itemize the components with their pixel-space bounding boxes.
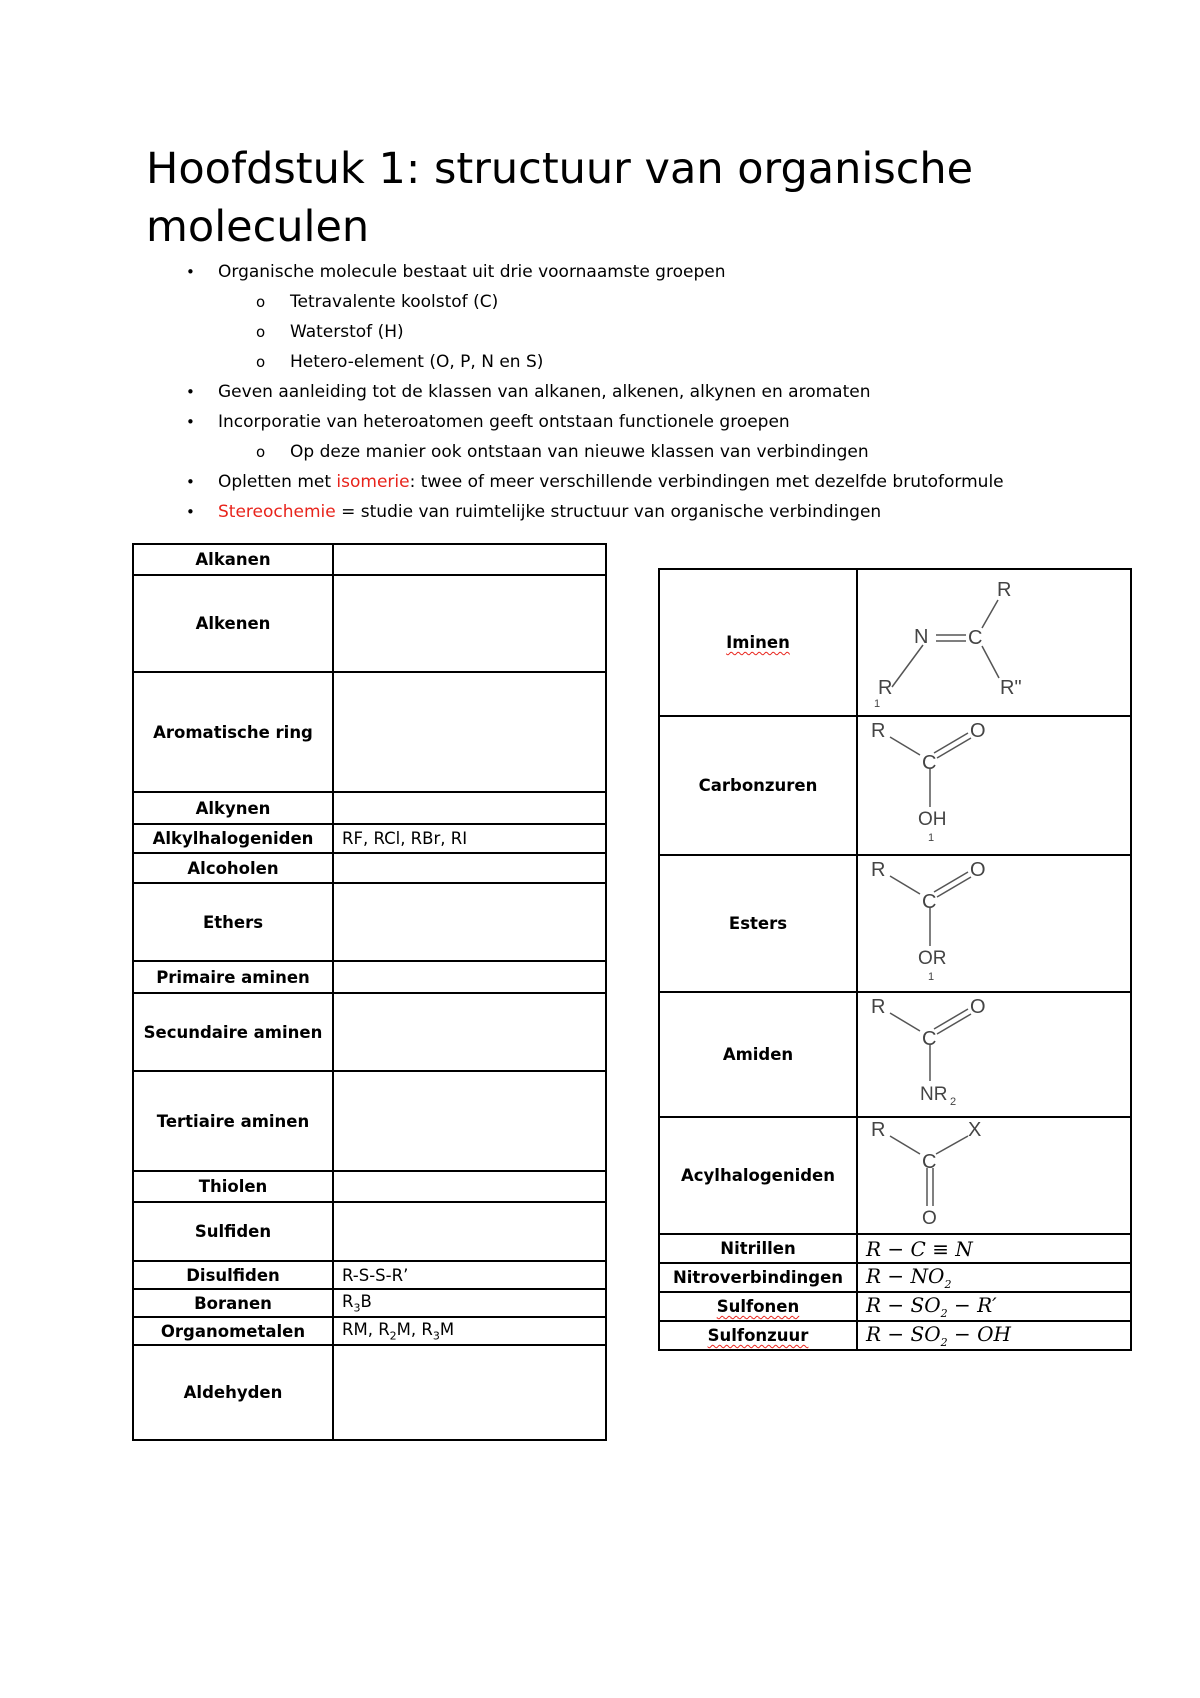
atom-label: C (922, 1151, 937, 1173)
table-row (133, 1171, 606, 1202)
row-name: Sulfonen (659, 1292, 857, 1321)
iminen-structure-diagram (858, 570, 1130, 710)
row-name: Sulfonzuur (659, 1321, 857, 1350)
functional-groups-table-right (658, 568, 1132, 1351)
bullet-item: • Geven aanleiding tot de klassen van alkanen, alkenen, alkynen en aromaten (186, 382, 871, 402)
row-value: RF, RCl, RBr, RI (333, 824, 606, 853)
row-value (333, 1171, 606, 1202)
row-name: Organometalen (133, 1317, 333, 1345)
row-name: Iminen (659, 569, 857, 716)
row-value (333, 1071, 606, 1171)
table-row (659, 1263, 1131, 1292)
row-value (333, 961, 606, 993)
table-row (133, 1289, 606, 1317)
functional-groups-table-left (132, 543, 607, 1441)
atom-label: R (871, 720, 886, 742)
table-row (659, 1234, 1131, 1263)
row-value (333, 792, 606, 824)
table-row (133, 961, 606, 993)
row-name: Alkenen (133, 575, 333, 672)
sub-bullet-item: o Hetero-element (O, P, N en S) (256, 352, 544, 372)
row-value: RM, $R_2M$, $R_3M$ (333, 1317, 606, 1345)
row-formula: $R - NO_2$ (857, 1263, 1131, 1292)
table-row (133, 1202, 606, 1261)
atom-label: C (922, 752, 937, 774)
row-name: Esters (659, 855, 857, 992)
table-row (133, 883, 606, 961)
table-row (659, 1292, 1131, 1321)
table-row (133, 672, 606, 792)
table-row (133, 544, 606, 575)
structure-esters (857, 855, 1131, 992)
atom-label: OH (918, 809, 947, 830)
row-name: Alkanen (133, 544, 333, 575)
structure-amiden (857, 992, 1131, 1117)
table-row (659, 569, 1131, 716)
amiden-structure-diagram (858, 993, 1130, 1111)
table-row (133, 575, 606, 672)
atom-label: R (871, 1119, 886, 1141)
row-value (333, 1345, 606, 1440)
acylhalogeniden-structure-diagram (858, 1118, 1130, 1228)
row-name: Alkylhalogeniden (133, 824, 333, 853)
atom-label: C (922, 1028, 937, 1050)
row-value (333, 672, 606, 792)
table-row (133, 1345, 606, 1440)
table-row (133, 1071, 606, 1171)
bullet-item-isomerie: • Opletten met isomerie: twee of meer verschillende verbindingen met dezelfde brutoformule (186, 472, 1004, 492)
atom-label: 1 (928, 971, 935, 983)
table-row (659, 855, 1131, 992)
structure-iminen (857, 569, 1131, 716)
row-name: Amiden (659, 992, 857, 1117)
row-name: Acylhalogeniden (659, 1117, 857, 1234)
sub-bullet-item: o Op deze manier ook ontstaan van nieuwe klassen van verbindingen (256, 442, 869, 462)
row-formula: $R - SO_2 - R'$ (857, 1292, 1131, 1321)
row-value (333, 544, 606, 575)
table-row (133, 792, 606, 824)
esters-structure-diagram (858, 856, 1130, 986)
table-row (659, 1321, 1131, 1350)
atom-label: R (878, 677, 893, 699)
stereochemie-term: Stereochemie (218, 502, 336, 522)
row-name: Carbonzuren (659, 716, 857, 855)
structure-carbonzuren (857, 716, 1131, 855)
atom-label: R (871, 996, 886, 1018)
table-row (133, 1261, 606, 1289)
atom-label: O (922, 1208, 937, 1228)
table-row (133, 1317, 606, 1345)
row-name: Primaire aminen (133, 961, 333, 993)
table-row (133, 853, 606, 883)
row-value (333, 575, 606, 672)
atom-label: O (970, 859, 986, 881)
atom-label: C (922, 891, 937, 913)
table-row (659, 716, 1131, 855)
row-name: Alkynen (133, 792, 333, 824)
atom-label: 1 (928, 832, 935, 844)
structure-acylhalogeniden (857, 1117, 1131, 1234)
row-formula: $R - SO_2$ − OH (857, 1321, 1131, 1350)
sub-bullet-item: o Waterstof (H) (256, 322, 404, 342)
row-name: Secundaire aminen (133, 993, 333, 1071)
table-row (659, 1117, 1131, 1234)
atom-label: 2 (950, 1096, 957, 1108)
row-name: Boranen (133, 1289, 333, 1317)
bullet-item: • Incorporatie van heteroatomen geeft ontstaan functionele groepen (186, 412, 790, 432)
atom-label: 1 (874, 698, 881, 710)
table-row (133, 993, 606, 1071)
bullet-list (146, 258, 1146, 528)
row-name: Disulfiden (133, 1261, 333, 1289)
row-value: $R_3B$ (333, 1289, 606, 1317)
row-name: Thiolen (133, 1171, 333, 1202)
row-name: Aldehyden (133, 1345, 333, 1440)
row-name: Tertiaire aminen (133, 1071, 333, 1171)
carbonzuren-structure-diagram (858, 717, 1130, 849)
bullet-item: • Organische molecule bestaat uit drie voornaamste groepen (186, 262, 726, 282)
row-name: Aromatische ring (133, 672, 333, 792)
page-title: Hoofdstuk 1: structuur van organische moleculen (146, 144, 974, 252)
atom-label: R (997, 579, 1012, 601)
isomerie-term: isomerie (336, 472, 410, 492)
row-name: Nitrillen (659, 1234, 857, 1263)
row-name: Alcoholen (133, 853, 333, 883)
atom-label: C (968, 627, 983, 649)
atom-label: NR (920, 1084, 948, 1105)
row-name: Sulfiden (133, 1202, 333, 1261)
row-formula: R − C ≡ N (857, 1234, 1131, 1263)
bullet-item-stereochemie: • Stereochemie = studie van ruimtelijke structuur van organische verbindingen (186, 502, 882, 522)
row-value (333, 1202, 606, 1261)
atom-label: O (970, 720, 986, 742)
sub-bullet-item: o Tetravalente koolstof (C) (256, 292, 499, 312)
atom-label: R (871, 859, 886, 881)
row-value (333, 883, 606, 961)
row-value: R-S-S-R’ (333, 1261, 606, 1289)
table-row (659, 992, 1131, 1117)
atom-label: OR (918, 948, 947, 969)
atom-label: R" (1000, 677, 1022, 699)
atom-label: O (970, 996, 986, 1018)
table-row (133, 824, 606, 853)
atom-label: X (968, 1119, 982, 1141)
row-name: Ethers (133, 883, 333, 961)
row-value (333, 993, 606, 1071)
atom-label: N (914, 626, 929, 648)
row-value (333, 853, 606, 883)
row-name: Nitroverbindingen (659, 1263, 857, 1292)
